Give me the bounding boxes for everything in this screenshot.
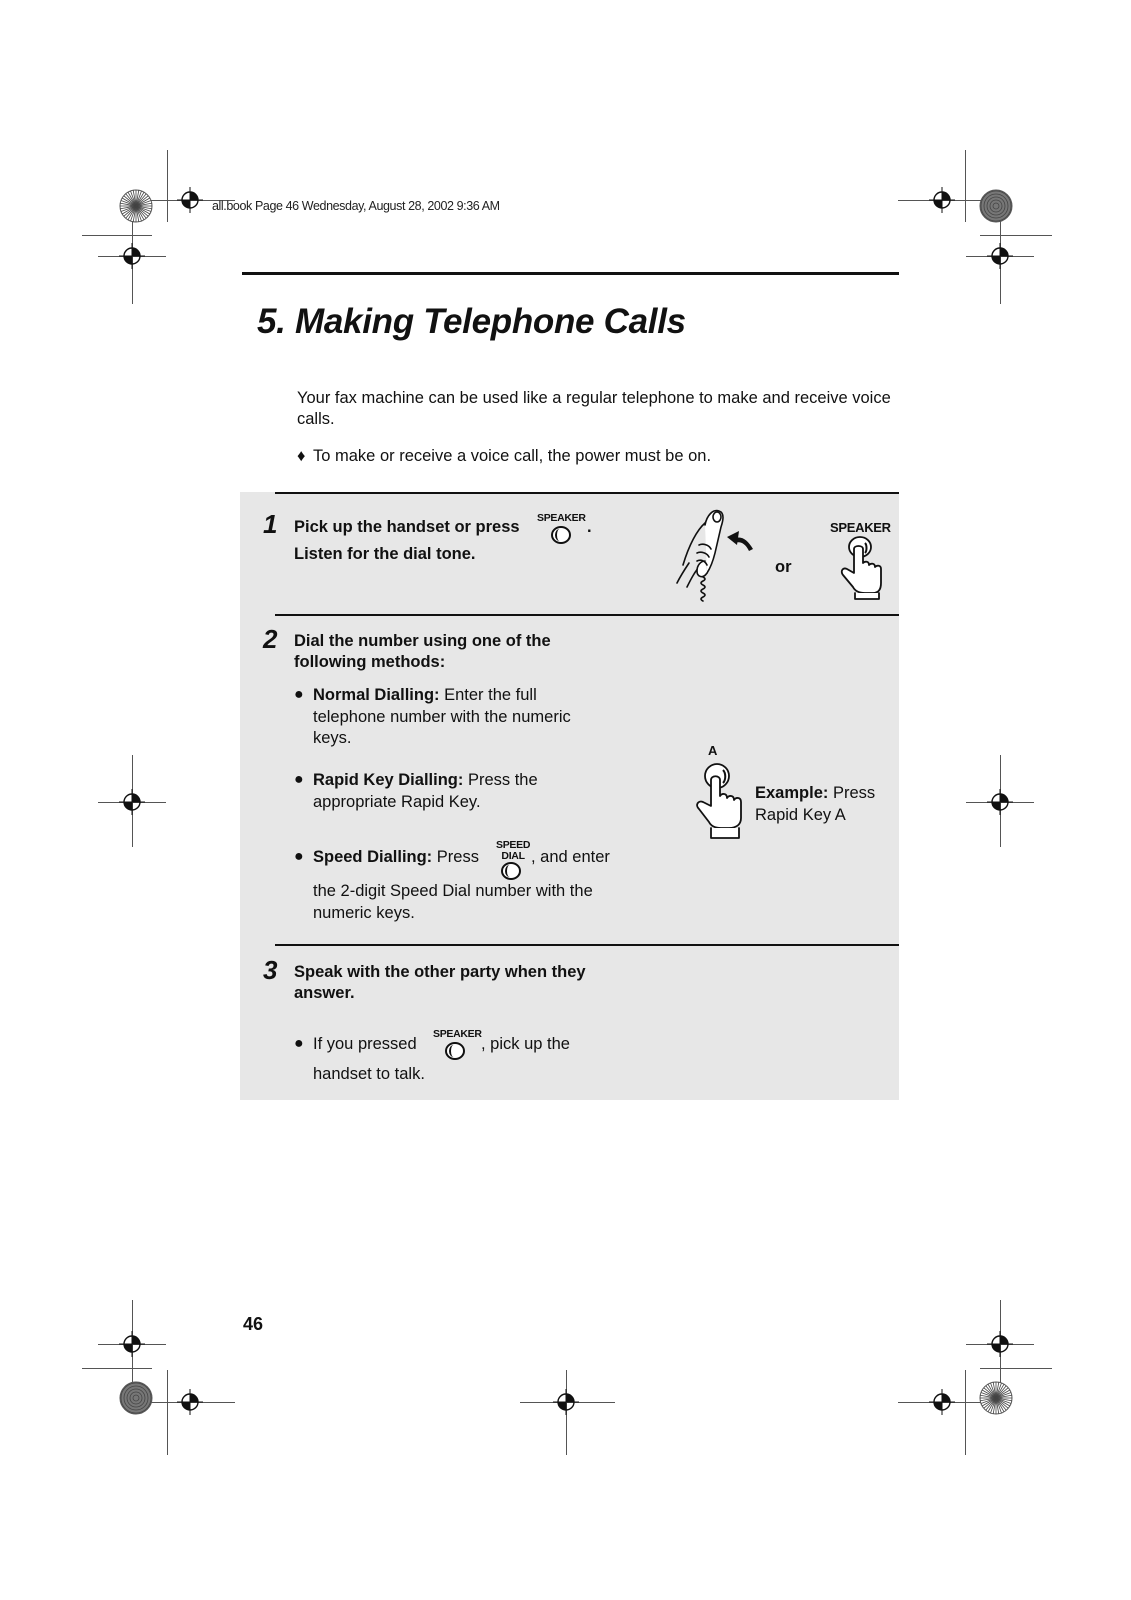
header-slug: all.book Page 46 Wednesday, August 28, 2002 9:36 AM — [212, 199, 500, 213]
speaker-pressed-text-rest: handset to talk. — [313, 1065, 425, 1083]
speed-dial-key-label — [496, 840, 530, 862]
step-1-number: 1 — [263, 509, 278, 539]
color-bar-starburst-icon — [979, 1381, 1013, 1415]
step-divider — [275, 614, 899, 616]
step-1-period: . — [587, 518, 592, 536]
registration-target-icon — [119, 789, 145, 815]
page-title: 5. Making Telephone Calls — [257, 302, 686, 341]
normal-dialling-item — [313, 685, 613, 750]
speed-dial-key-icon — [501, 862, 521, 880]
speaker-key-icon — [551, 526, 571, 544]
registration-target-icon — [929, 187, 955, 213]
step-1-line2: Listen for the dial tone. — [294, 545, 476, 563]
registration-target-icon — [987, 789, 1013, 815]
speaker-key-icon — [445, 1042, 465, 1060]
speed-dialling-text: Press — [432, 848, 479, 866]
rapid-key-a-label: A — [708, 743, 718, 758]
handset-lift-icon — [675, 505, 760, 605]
step-1-line1 — [294, 517, 520, 538]
speed-dial-key-line1: SPEED — [496, 839, 531, 851]
power-note-text: To make or receive a voice call, the power must be on. — [313, 447, 712, 465]
registration-target-icon — [119, 1331, 145, 1357]
rapid-key-dialling-label: Rapid Key Dialling: — [313, 771, 464, 789]
registration-target-icon — [929, 1389, 955, 1415]
diamond-bullet-icon: ♦ — [297, 447, 306, 465]
speaker-key-label: SPEAKER — [537, 512, 586, 524]
speed-dialling-label: Speed Dialling: — [313, 848, 433, 866]
step-divider — [275, 492, 899, 494]
bullet-dot-icon: ● — [294, 1035, 304, 1052]
step-3-number: 3 — [263, 955, 278, 985]
step-3-title: Speak with the other party when they answer. — [294, 963, 586, 1002]
finger-press-rapid-key-icon — [693, 762, 745, 842]
step-1-instruction: Pick up the handset or press — [294, 518, 520, 536]
normal-dialling-label: Normal Dialling: — [313, 686, 440, 704]
speed-dial-key-line2: DIAL — [501, 850, 525, 862]
registration-target-icon — [553, 1389, 579, 1415]
step-divider — [275, 944, 899, 946]
color-bar-starburst-icon — [119, 189, 153, 223]
example-label: Example: — [755, 784, 829, 802]
speed-dialling-item — [313, 847, 479, 869]
speaker-pressed-text: If you pressed — [313, 1035, 417, 1053]
step-2-title: Dial the number using one of the following methods: — [294, 632, 551, 671]
bullet-dot-icon: ● — [294, 686, 304, 703]
example-text: Press Rapid Key A — [755, 784, 876, 824]
page-number: 46 — [243, 1314, 264, 1334]
registration-target-icon — [987, 1331, 1013, 1357]
example-caption — [755, 783, 895, 826]
bullet-dot-icon: ● — [294, 848, 304, 865]
step-2-number: 2 — [263, 624, 278, 654]
finger-press-speaker-icon — [835, 535, 885, 600]
registration-target-icon — [119, 243, 145, 269]
intro-paragraph: Your fax machine can be used like a regular telephone to make and receive voice calls. — [297, 389, 891, 428]
speed-dialling-text-rest: the 2-digit Speed Dial number with the numeric keys. — [313, 882, 593, 922]
speaker-pressed-text-after: , pick up the — [481, 1035, 570, 1053]
registration-target-icon — [177, 1389, 203, 1415]
power-note — [297, 447, 711, 466]
speed-dialling-text-after: , and enter — [531, 848, 610, 866]
or-label: or — [775, 558, 792, 576]
color-bar-starburst-icon — [979, 189, 1013, 223]
registration-target-icon — [177, 187, 203, 213]
rapid-key-dialling-text: Press the appropriate Rapid Key. — [313, 771, 538, 811]
bullet-dot-icon: ● — [294, 771, 304, 788]
rapid-key-dialling-item — [313, 770, 563, 813]
normal-dialling-text: Enter the full telephone number with the numeric keys. — [313, 686, 571, 747]
top-rule — [242, 272, 899, 275]
color-bar-starburst-icon — [119, 1381, 153, 1415]
registration-target-icon — [987, 243, 1013, 269]
speaker-key-label: SPEAKER — [433, 1028, 482, 1040]
speaker-button-label: SPEAKER — [830, 520, 891, 535]
